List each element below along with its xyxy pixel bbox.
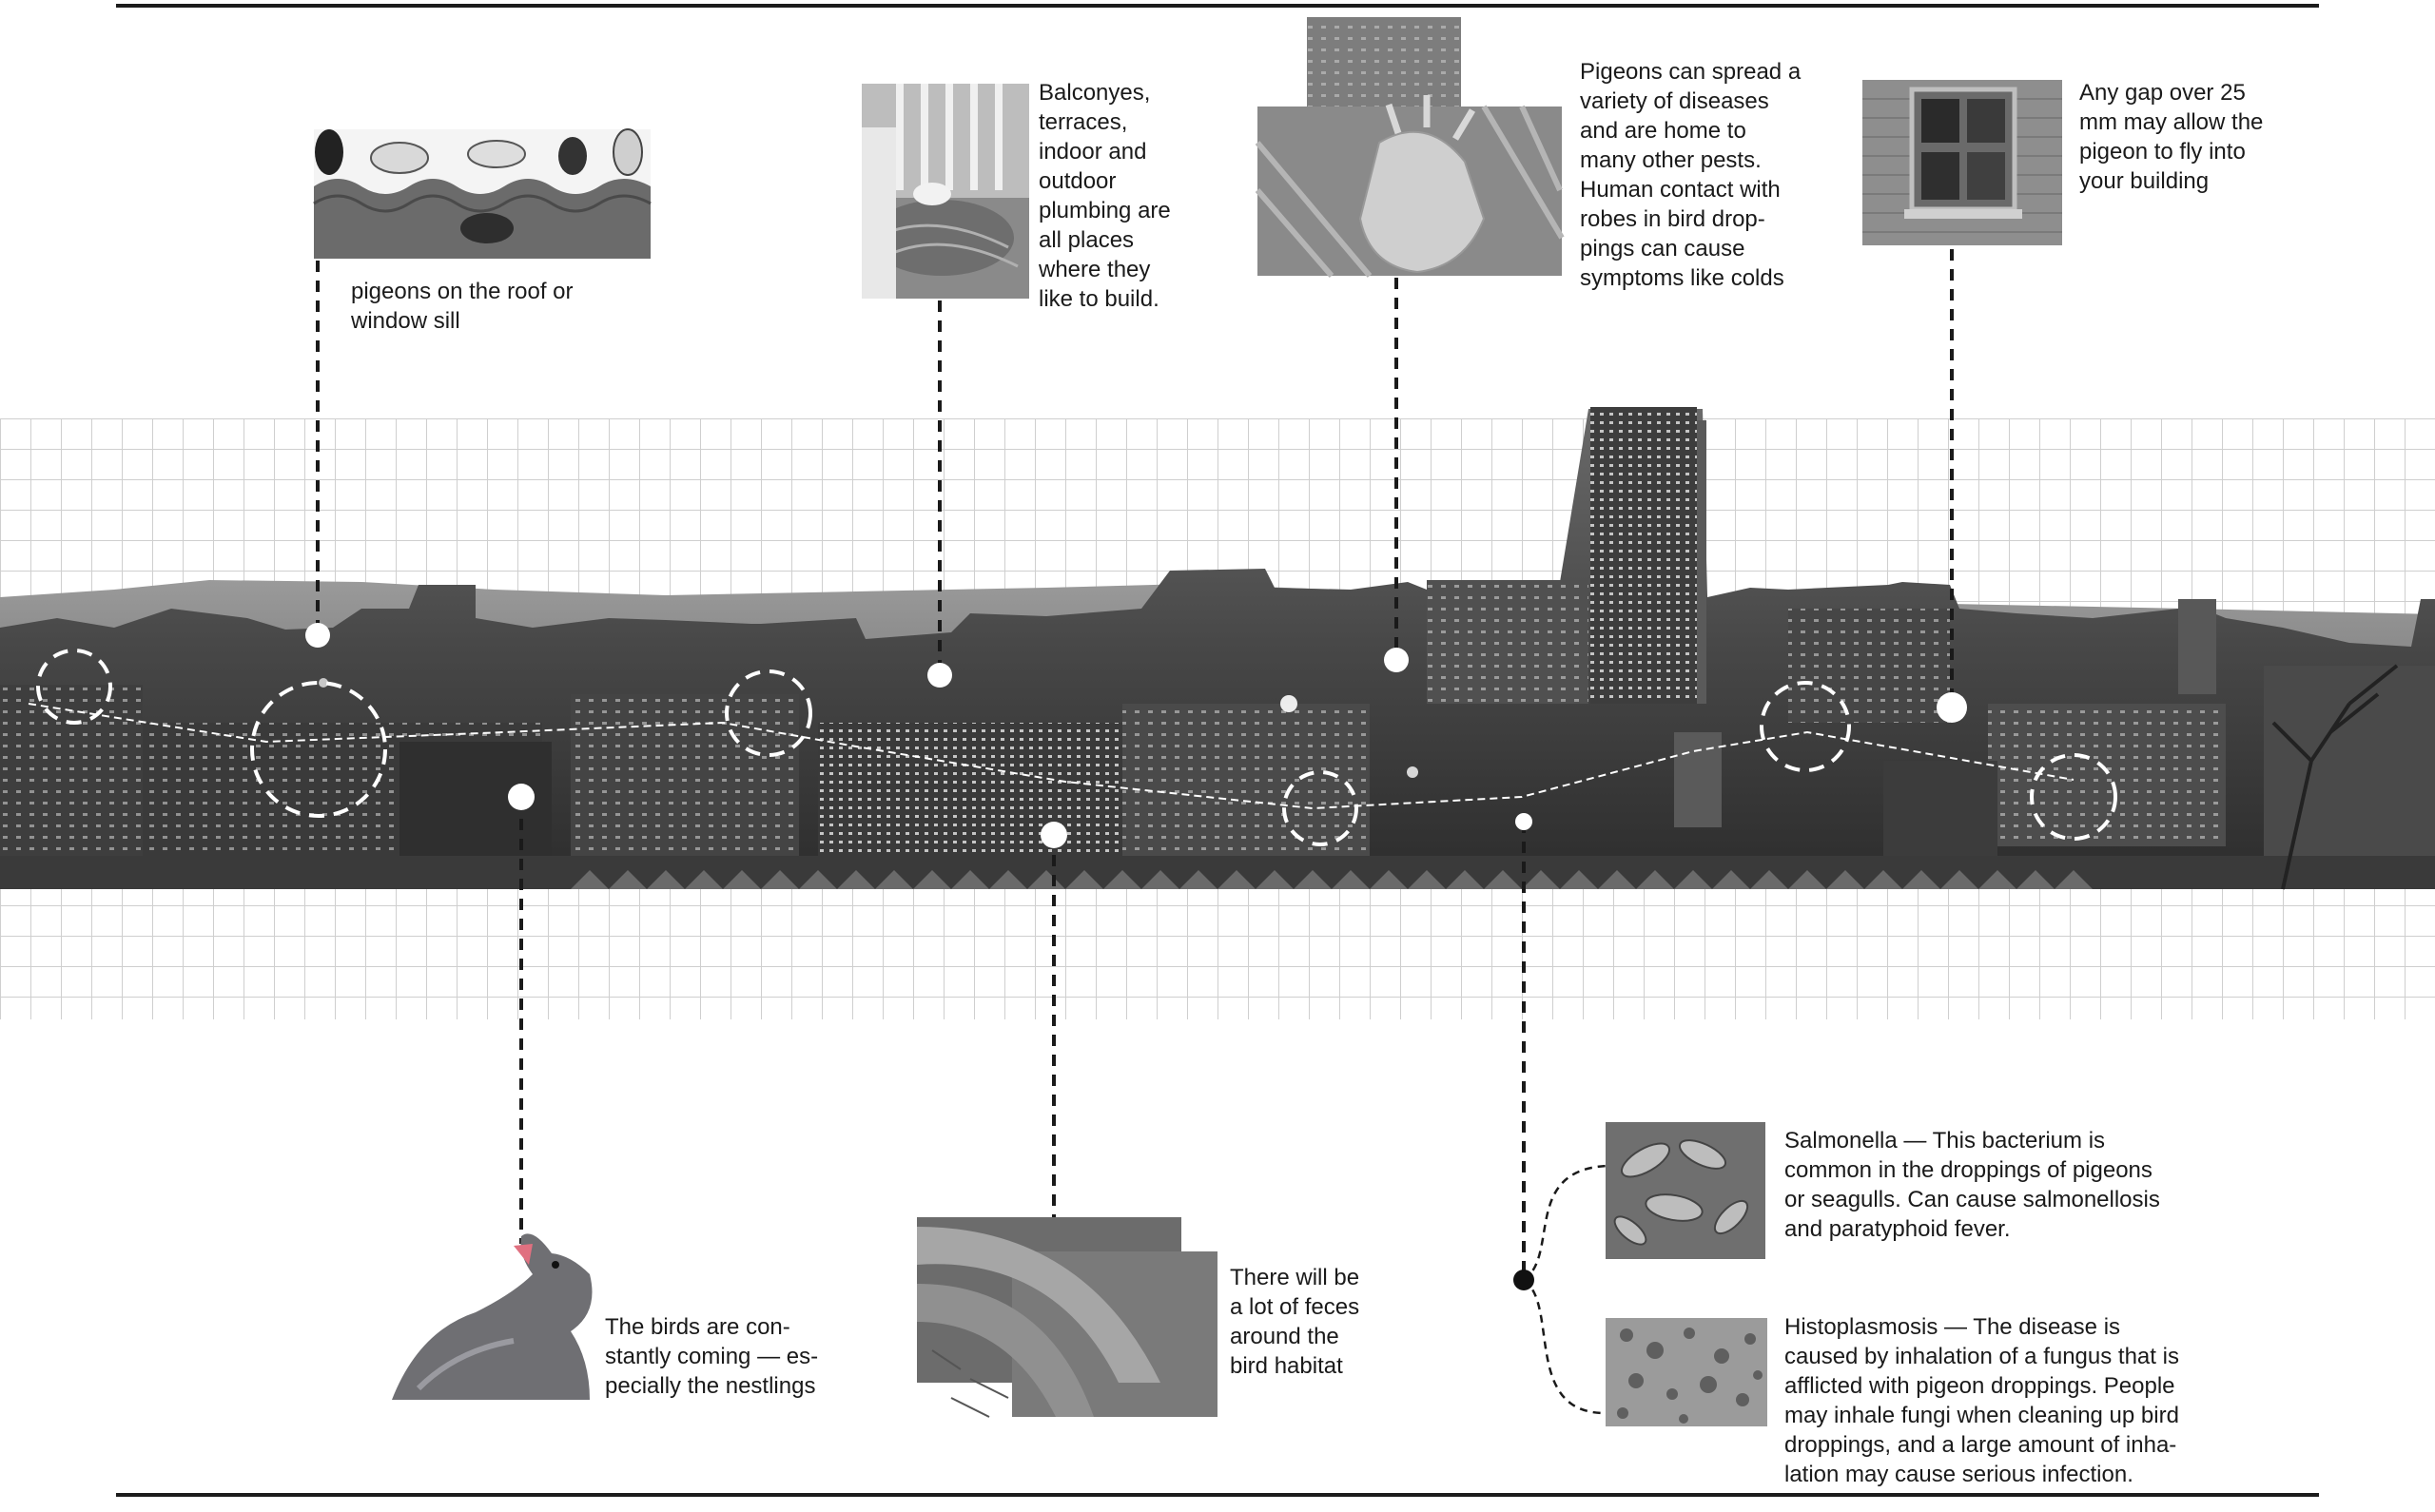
salmonella-micrograph-photo — [1606, 1122, 1765, 1259]
balcony-callout-text: Balconyes, terraces, indoor and outdoor plumbing are all places where they like to build. — [1039, 80, 1171, 312]
brick-window-photo — [1862, 80, 2062, 245]
histoplasmosis-branch — [1524, 1280, 1607, 1413]
salmonella-callout-text: Salmonella — This bacterium is common in the droppings of pigeons or seagulls. Can cause salmonellosis and paratyphoid fever. — [1784, 1128, 2160, 1242]
histoplasmosis-micrograph-photo — [1606, 1318, 1767, 1426]
pigeon-head-photo — [392, 1233, 593, 1400]
feces-callout-text: There will be a lot of feces around the bird habitat — [1230, 1265, 1360, 1379]
gap-callout-text: Any gap over 25 mm may allow the pigeon to fly into your building — [2079, 80, 2264, 194]
diseases-callout-text: Pigeons can spread a variety of diseases and are home to many other pests. Human contact with robes in bird drop- pings can cause symptoms like colds — [1580, 59, 1802, 291]
microscope-pest-photo — [1257, 17, 1562, 276]
pigeons-on-roof-photo — [314, 129, 651, 259]
histoplasmosis-callout-text: Histoplasmosis — The disease is caused by inhalation of a fungus that is afflicted with pigeon droppings. People may inhale fungi when cleaning up bird droppings, and a large amount of inha- lation may cause serious infection. — [1784, 1314, 2179, 1487]
birds-callout-text: The birds are con- stantly coming — es- pecially the nestlings — [605, 1314, 819, 1399]
city-skyline-photo — [0, 407, 2435, 889]
paved-steps-photo — [917, 1217, 1218, 1417]
disease-hub-marker — [1513, 1270, 1534, 1290]
salmonella-branch — [1524, 1166, 1607, 1280]
roof-callout-text: pigeons on the roof or window sill — [351, 279, 574, 334]
nest-on-balcony-photo — [862, 84, 1029, 299]
